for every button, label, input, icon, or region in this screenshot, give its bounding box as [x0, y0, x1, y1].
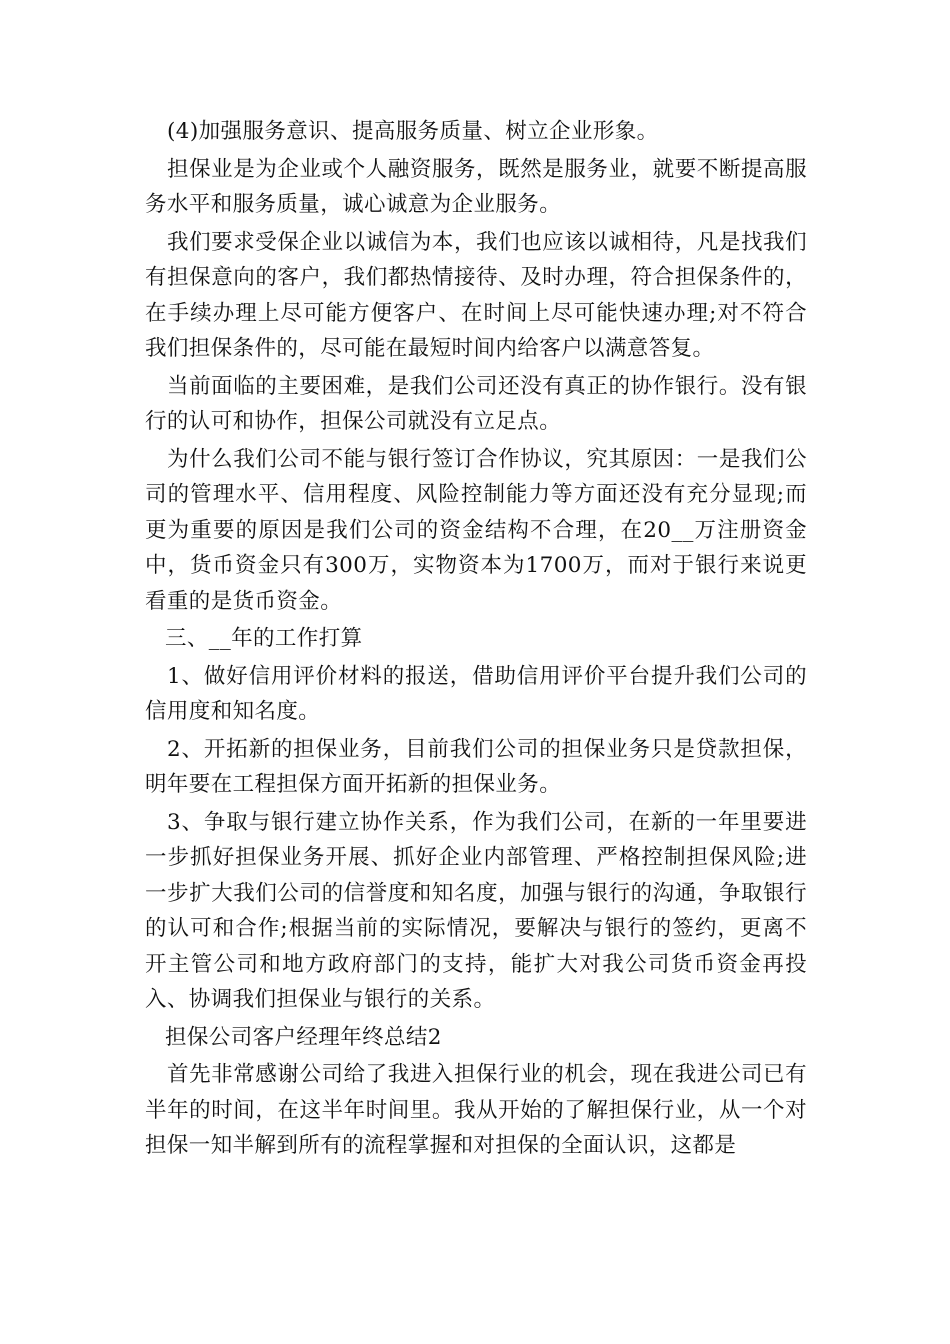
paragraph-intro-2: 首先非常感谢公司给了我进入担保行业的机会，现在我进公司已有半年的时间，在这半年时间里。我从开始的了解担保行业，从一个对担保一知半解到所有的流程掌握和对担保的全面认识，这都是: [145, 1062, 807, 1158]
plan-item-1: 1、做好信用评价材料的报送，借助信用评价平台提升我们公司的信用度和知名度。: [145, 663, 807, 724]
paragraph-reasons: 为什么我们公司不能与银行签订合作协议，究其原因：一是我们公司的管理水平、信用程度、风险控制能力等方面还没有充分显现;而更为重要的原因是我们公司的资金结构不合理，在20__万注册资金中，货币资金只有300万，实物资本为1700万，而对于银行来说更看重的是货币资金。: [145, 446, 807, 614]
paragraph-service-item: (4)加强服务意识、提高服务质量、树立企业形象。: [167, 119, 659, 144]
plan-item-2: 2、开拓新的担保业务，目前我们公司的担保业务只是贷款担保，明年要在工程担保方面开拓新的担保业务。: [145, 736, 807, 797]
paragraph-service-industry: 担保业是为企业或个人融资服务，既然是服务业，就要不断提高服务水平和服务质量，诚心诚意为企业服务。: [145, 156, 807, 217]
paragraph-main-difficulty: 当前面临的主要困难，是我们公司还没有真正的协作银行。没有银行的认可和协作，担保公司就没有立足点。: [145, 373, 807, 434]
plan-item-3: 3、争取与银行建立协作关系，作为我们公司，在新的一年里要进一步抓好担保业务开展、抓好企业内部管理、严格控制担保风险;进一步扩大我们公司的信誉度和知名度，加强与银行的沟通，争取银行的认可和合作;根据当前的实际情况，要解决与银行的签约，更离不开主管公司和地方政府部门的支持，能扩大对我公司货币资金再投入、协调我们担保业与银行的关系。: [145, 809, 807, 1012]
document-body: [145, 114, 807, 1166]
paragraph-integrity: 我们要求受保企业以诚信为本，我们也应该以诚相待，凡是找我们有担保意向的客户，我们都热情接待、及时办理，符合担保条件的，在手续办理上尽可能方便客户、在时间上尽可能快速办理;对不符合我们担保条件的，尽可能在最短时间内给客户以满意答复。: [145, 229, 807, 361]
article-title-2: 担保公司客户经理年终总结2: [165, 1024, 442, 1050]
section-heading-work-plan: 三、__年的工作打算: [165, 626, 363, 651]
